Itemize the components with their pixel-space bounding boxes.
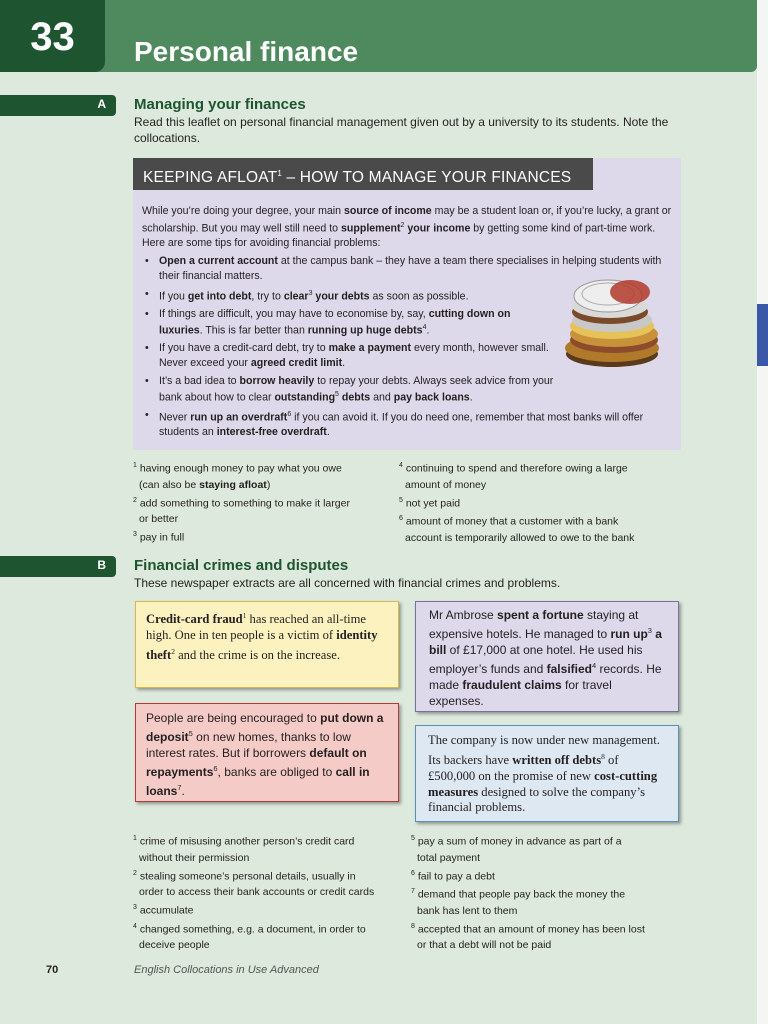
section-a-intro: Read this leaflet on personal financial management given out by a university to its students. Note the collocations. xyxy=(134,115,669,145)
footnote-cont: order to access their bank accounts or credit cards xyxy=(139,886,375,898)
footnote: $^5$ pay a sum of money in advance as part of a xyxy=(411,835,622,848)
footnote: $^1$ crime of misusing another person’s credit card xyxy=(133,835,355,848)
footnote: $^3$ pay in full xyxy=(133,531,185,544)
footnote: $^5$ not yet paid xyxy=(399,496,461,509)
footnote-cont: bank has lent to them xyxy=(417,904,518,917)
footnote-cont: or better xyxy=(139,513,179,525)
footnote: $^3$ accumulate xyxy=(133,904,194,917)
extract-company: The company is now under new management. Its backers have written off debts$^8$ of £500,000 on the promise of new cost-cutting measures designed to solve the company’s financial problems. xyxy=(415,725,679,822)
extract-mr-ambrose: Mr Ambrose spent a fortune staying at expensive hotels. He managed to run $up^3$ a bill of £17,000 at one hotel. He used his employer’s funds and falsified$^4$ records. He made fraudulent claims for travel expenses. xyxy=(415,601,679,712)
footnote-cont: (can also be staying afloat) xyxy=(139,478,271,491)
footnotes-b-left xyxy=(133,831,403,953)
list-item: • If you have a credit-card debt, try to make a payment every month, however small. Never exceed your agreed credit limit. xyxy=(142,341,674,370)
unit-header xyxy=(0,0,757,72)
footnotes-a-right xyxy=(399,458,679,546)
footnote: $^6$ fail to pay a debt xyxy=(411,869,495,882)
footnote-cont: without their permission xyxy=(139,851,250,864)
section-b-bar xyxy=(0,556,116,577)
list-item: • If you get into debt, try to clear$^3$ your debts as soon as possible. xyxy=(142,287,674,304)
footnote: $^7$ demand that people pay back the money the xyxy=(411,888,626,901)
section-b-title: Financial crimes and disputes xyxy=(134,557,349,574)
unit-number-box xyxy=(0,0,105,72)
section-b-letter: B xyxy=(97,558,106,572)
footnote-cont: amount of money xyxy=(405,478,487,491)
book-title: English Collocations in Use Advanced xyxy=(134,964,319,976)
section-a-title: Managing your finances xyxy=(134,96,306,113)
list-item: • Never run up an overdraft$^6$ if you can avoid it. If you do need one, remember that most banks will offer students an interest-free overdraft. xyxy=(142,408,674,440)
footnote-cont: total payment xyxy=(417,851,481,864)
leaflet-panel xyxy=(133,158,681,450)
section-a-letter: A xyxy=(97,97,106,111)
footnote: $^2$ stealing someone’s personal details, usually in xyxy=(133,869,356,882)
list-item: • Open a current account at the campus bank – they have a team there specialises in helping students with their financial matters. xyxy=(142,254,674,283)
unit-number: 33 xyxy=(30,15,75,59)
page-edge xyxy=(757,0,768,1024)
footnotes-a-left xyxy=(133,458,393,546)
extract-deposit: People are being encouraged to put down a deposit$^5$ on new homes, thanks to low interest rates. But if borrowers default on repayments$^6$, banks are obliged to call in loans$^7$. xyxy=(135,703,399,802)
footnote-cont: account is temporarily allowed to owe to the bank xyxy=(405,531,635,544)
footnote: $^4$ continuing to spend and therefore owing a large xyxy=(399,462,628,475)
leaflet-title: KEEPING AFLOAT$^1$ – HOW TO MANAGE YOUR FINANCES xyxy=(133,158,593,190)
unit-title: Personal finance xyxy=(134,36,359,67)
section-b-intro: These newspaper extracts are all concerned with financial crimes and problems. xyxy=(134,576,561,590)
section-a-bar xyxy=(0,95,116,116)
footnote: $^4$ changed something, e.g. a document, in order to xyxy=(133,922,366,935)
side-tab-marker xyxy=(757,304,768,366)
footnote: $^2$ add something to something to make it larger xyxy=(133,496,350,509)
footnotes-b-right xyxy=(411,831,681,953)
page-number: 70 xyxy=(46,964,59,976)
extract-credit-card-fraud: Credit-card fraud$^1$ has reached an all-time high. One in ten people is a victim of identity theft$^2$ and the crime is on the increase. xyxy=(135,601,399,688)
leaflet-paragraph: While you’re doing your degree, your main source of income may be a student loan or, if you’re lucky, a grant or scholarship. But you may well still need to supplement$^2$ your income by getting some kind of part-time work. Here are some tips for avoiding financial problems: xyxy=(142,205,672,249)
footnote: $^6$ amount of money that a customer with a bank xyxy=(399,515,619,528)
footnote: $^1$ having enough money to pay what you owe xyxy=(133,462,342,475)
footnote: $^8$ accepted that an amount of money has been lost xyxy=(411,922,645,935)
footnote-cont: or that a debt will not be paid xyxy=(417,939,552,951)
footnote-cont: deceive people xyxy=(139,939,210,951)
list-item: • It’s a bad idea to borrow heavily to repay your debts. Always seek advice from your bank about how to clear outstanding$^5$ debts and pay back loans. xyxy=(142,374,674,406)
coins-icon xyxy=(560,272,664,372)
list-item: • If things are difficult, you may have to economise by, say, cutting down on luxuries. This is far better than running up huge debts$^4$. xyxy=(142,307,674,339)
